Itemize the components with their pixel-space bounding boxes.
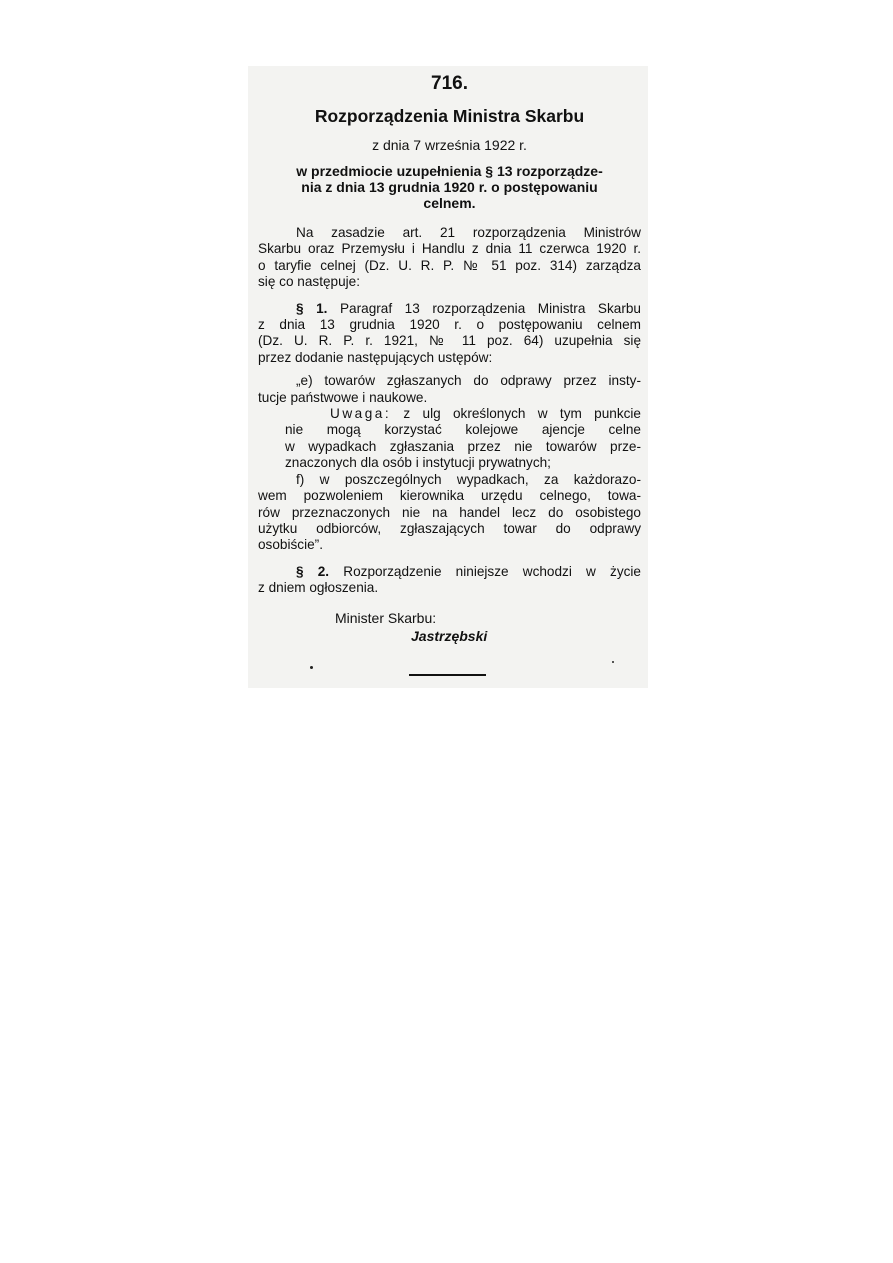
text-line: z dnia 13 grudnia 1920 r. o postępowaniu celnem — [258, 317, 641, 333]
date-line: z dnia 7 września 1922 r. — [372, 137, 527, 153]
scan-speck — [612, 661, 614, 663]
text-line — [258, 564, 641, 580]
signature-role: Minister Skarbu: — [335, 609, 437, 626]
text-line: rów przeznaczonych nie na handel lecz do osobistego — [258, 504, 641, 520]
section-1-mark: § 1. — [296, 300, 328, 316]
text-line: (Dz. U. R. P. r. 1921, № 11 poz. 64) uzupełnia się — [258, 333, 641, 349]
item-f-paragraph — [258, 472, 641, 554]
subject-line: nia z dnia 13 grudnia 1920 r. o postępowaniu — [301, 179, 598, 195]
text-line: z dniem ogłoszenia. — [258, 580, 379, 596]
page-number: 716. — [431, 73, 468, 94]
preamble-paragraph — [258, 225, 641, 291]
section-2-paragraph — [258, 564, 641, 597]
scan-speck — [310, 666, 313, 669]
text-line: „e) towarów zgłaszanych do odprawy przez insty- — [296, 373, 641, 389]
document-title: Rozporządzenia Ministra Skarbu — [314, 106, 585, 126]
document-column — [258, 72, 641, 645]
text-line: znaczonych dla osób i instytucji prywatnych; — [285, 455, 551, 471]
text-line: Na zasadzie art. 21 rozporządzenia Ministrów — [296, 225, 641, 240]
subject-heading — [258, 163, 641, 211]
note-label: Uwaga: — [330, 406, 392, 422]
subject-line: celnem. — [423, 195, 476, 211]
text-line: przez dodanie następujących ustępów: — [258, 349, 493, 365]
text-line — [258, 301, 641, 317]
signature-name: Jastrzębski — [411, 627, 488, 644]
text-line: w wypadkach zgłaszania przez nie towarów prze- — [285, 438, 641, 454]
closing-rule — [409, 674, 486, 676]
section-2-mark: § 2. — [296, 563, 330, 579]
text-line: f) w poszczególnych wypadkach, za każdorazo- — [296, 471, 641, 487]
text-line: o taryfie celnej (Dz. U. R. P. № 51 poz. 314) zarządza — [258, 257, 641, 273]
section-2-text: Rozporządzenie niniejsze wchodzi w życie — [343, 563, 641, 579]
text-line: nie mogą korzystać kolejowe ajencje celne — [285, 422, 641, 438]
section-1-paragraph — [258, 301, 641, 367]
text-line: osobiście”. — [258, 537, 323, 553]
text-line: Skarbu oraz Przemysłu i Handlu z dnia 11 czerwca 1920 r. — [258, 241, 641, 257]
section-1-text: Paragraf 13 rozporządzenia Ministra Skarbu — [339, 300, 641, 316]
text-line: użytku odbiorców, zgłaszających towar do odprawy — [258, 520, 641, 536]
text-line: się co następuje: — [258, 274, 361, 290]
subject-line: w przedmiocie uzupełnienia § 13 rozporządze- — [296, 163, 603, 179]
text-line: tucje państwowe i naukowe. — [258, 389, 428, 405]
note-paragraph — [285, 406, 641, 472]
text-line — [285, 406, 641, 422]
item-e-paragraph — [258, 373, 641, 406]
note-text: z ulg określonych w tym punkcie — [403, 406, 641, 422]
text-line: wem pozwoleniem kierownika urzędu celnego, towa- — [258, 488, 641, 504]
